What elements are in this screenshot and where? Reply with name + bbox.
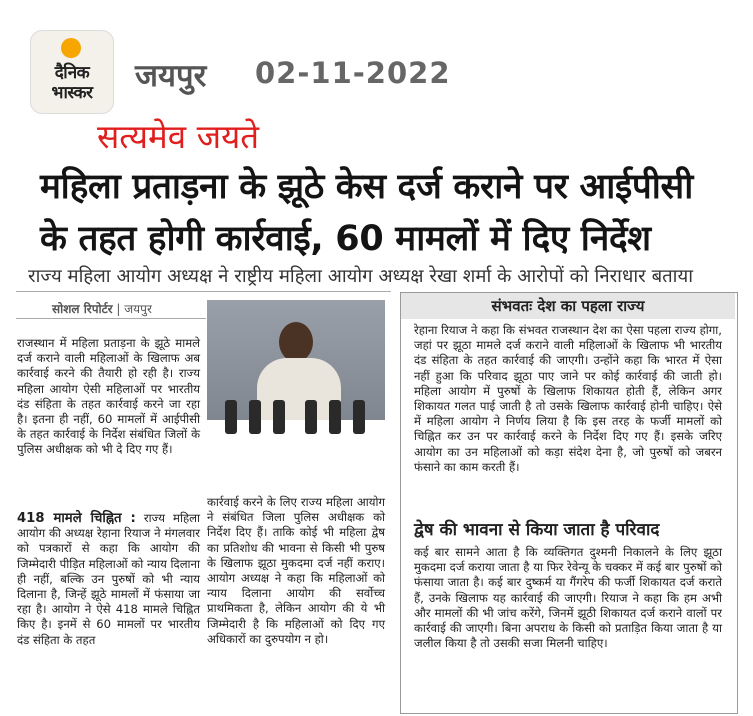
byline-city: जयपुर: [124, 302, 152, 316]
microphone-icon: [273, 400, 285, 434]
divider: [16, 291, 391, 292]
headline-line-1: महिला प्रताड़ना के झूठे केस दर्ज कराने पर आईपीसी: [40, 167, 693, 207]
speaker-figure-head: [279, 322, 313, 362]
byline-reporter: सोशल रिपोर्टर: [52, 302, 113, 316]
microphone-icon: [329, 400, 341, 434]
column-1-paragraph-2-text: राज्य महिला आयोग की अध्यक्ष रेहाना रियाज ने मंगलवार को पत्रकारों से कहा कि आयोग की जिम्मेदारी पीड़ित महिलाओं को न्याय दिलाना ही नहीं, बल्कि उन पुरुषों को भी न्याय दिलाना है, जिन्हें झूठे मामलों में फंसाया जा रहा है। आयोग ने ऐसे 418 मामले चिह्नित किए है। इनमें से 60 मामलों पर भारतीय दंड संहिता के तहत: [17, 511, 200, 647]
sun-icon: [61, 38, 81, 58]
headline: [40, 161, 720, 265]
logo-text-line1: दैनिक: [54, 63, 90, 83]
dainik-bhaskar-logo: [30, 30, 114, 114]
edition-city: जयपुर: [135, 58, 207, 94]
microphone-icon: [305, 400, 317, 434]
headline-line-2: के तहत होगी कार्रवाई, 60 मामलों में दिए निर्देश: [40, 219, 651, 259]
sidebar-paragraph-1: रेहाना रियाज ने कहा कि संभवत राजस्थान देश का ऐसा पहला राज्य होगा, जहां पर झूठा मामले दर्ज कराने वाली महिलाओं के खिलाफ भी भारतीय दंड संहिता के तहत कार्रवाई की जाएगी। उन्होंने कहा कि भारत में ऐसा नहीं हुआ कि परिवाद झूठा पाए जाने पर कोई कार्रवाई की जाती हो। महिला आयोग में पुरुषों के खिलाफ शिकायत होती हैं, लेकिन अगर शिकायत गलत पाई जाती है तो उसके खिलाफ कार्रवाई होनी चाहिए। ऐसे में महिला आयोग ने निर्णय लिया है कि इस तरह के फर्जी मामलों को चिह्नित कर उन पर कार्रवाई करने के निर्देश दिए गए हैं। इसके जरिए आयोग का उन महिलाओं को कड़ा संदेश देना है, जो पुरुषों को जबरन फंसाने का काम करती हैं।: [414, 323, 722, 474]
sidebar-subhead: द्वेष की भावना से किया जाता है परिवाद: [414, 520, 660, 540]
motto-overlay: सत्यमेव जयते: [97, 117, 260, 156]
edition-date: 02-11-2022: [255, 56, 451, 90]
microphone-icon: [249, 400, 261, 434]
microphone-icon: [353, 400, 365, 434]
sidebar-paragraph-2: कई बार सामने आता है कि व्यक्तिगत दुश्मनी निकालने के लिए झूठा मुकदमा दर्ज कराया जाता है या फिर रेवेन्यू के चक्कर में कई बार पुरुषों को फंसाया जाता है। कई बार दुष्कर्म या गैंगरेप की फर्जी शिकायत दर्ज कराते हैं, उनके खिलाफ यह कार्रवाई की जाएगी। रियाज ने कहा कि हम अभी और मामलों की भी जांच करेंगे, जिनमें झूठी शिकायत दर्ज कराने वालों पर कार्रवाई की जाएगी। बिना अपराध के किसी को प्रताड़ित किया जाता है या जलील किया है तो उसकी सजा मिलनी चाहिए।: [414, 545, 722, 651]
sidebar-title: संभवतः देश का पहला राज्य: [401, 293, 735, 319]
subheadline: राज्य महिला आयोग अध्यक्ष ने राष्ट्रीय महिला आयोग अध्यक्ष रेखा शर्मा के आरोपों को निराधार बताया: [28, 266, 693, 287]
byline: [52, 300, 152, 317]
column-1-paragraph-2: [17, 511, 200, 648]
byline-separator: |: [116, 302, 125, 316]
microphone-icon: [225, 400, 237, 434]
column-1-paragraph-1: राजस्थान में महिला प्रताड़ना के झूठे मामले दर्ज कराने वाली महिलाओं के खिलाफ अब कार्रवाई करने की तैयारी हो रही है। राज्य महिला आयोग ऐसी महिलाओं पर भारतीय दंड संहिता के तहत कार्रवाई करने जा रहा है। इतना ही नहीं, 60 मामलों में आईपीसी के तहत कार्रवाई के निर्देश संबंधित जिलों के पुलिस अधीक्षक को भी दे दिए गए हैं।: [17, 336, 200, 457]
logo-text-line2: भास्कर: [51, 83, 93, 103]
divider: [16, 318, 206, 319]
press-conference-photo: [207, 300, 385, 490]
column-2-paragraph: कार्रवाई करने के लिए राज्य महिला आयोग ने संबंधित जिला पुलिस अधीक्षक को निर्देश दिए हैं। ताकि कोई भी महिला द्वेष का प्रतिशोध की भावना से किसी भी पुरुष के खिलाफ झूठा मुकदमा दर्ज नहीं कराए। आयोग अध्यक्ष ने कहा कि महिलाओं को न्याय दिलाना आयोग की सर्वोच्च प्राथमिकता है, लेकिन आयोग की ये भी जिम्मेदारी है कि महिलाओं को दिए गए अधिकारों का दुरुपयोग न हो।: [207, 495, 385, 646]
section-subhead-418: 418 मामले चिह्नित :: [17, 511, 136, 526]
